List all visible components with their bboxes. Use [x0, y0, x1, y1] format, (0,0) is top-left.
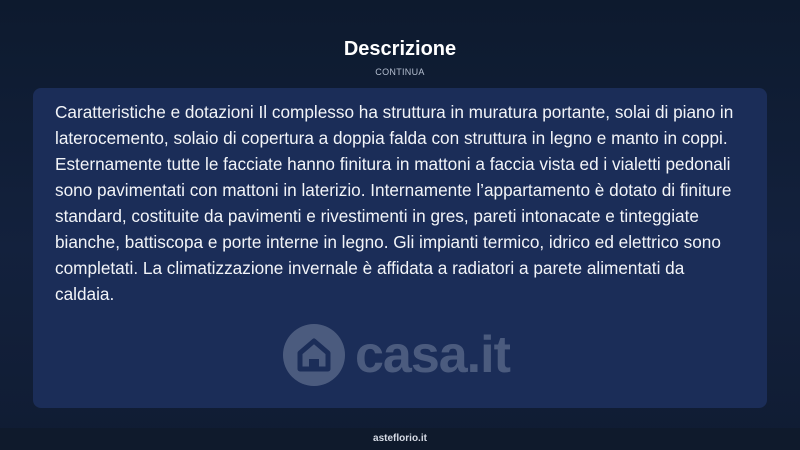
description-card	[33, 88, 767, 408]
footer-bar	[0, 428, 800, 450]
description-header	[0, 36, 800, 78]
continue-link[interactable]: CONTINUA	[375, 67, 425, 77]
description-text: Caratteristiche e dotazioni Il complesso ha struttura in muratura portante, solai di piano in laterocemento, solaio di copertura a doppia falda con struttura in legno e manto in coppi. Esternamente tutte le facciate hanno finitura in mattoni a faccia vista ed i vialetti pedonali sono pavimentati con mattoni in laterizio. Internamente l’appartamento è dotato di finiture standard, costituite da pavimenti e rivestimenti in gres, pareti intonacate e tinteggiate bianche, battiscopa e porte interne in legno. Gli impianti termico, idrico ed elettrico sono completati. La climatizzazione invernale è affidata a radiatori a parete alimentati da caldaia.	[55, 102, 734, 304]
casa-it-watermark	[283, 324, 510, 386]
page-title: Descrizione	[343, 38, 457, 60]
watermark-text: casa.it	[355, 326, 510, 384]
footer-site-link[interactable]: asteflorio.it	[373, 433, 427, 444]
house-icon	[283, 324, 345, 386]
